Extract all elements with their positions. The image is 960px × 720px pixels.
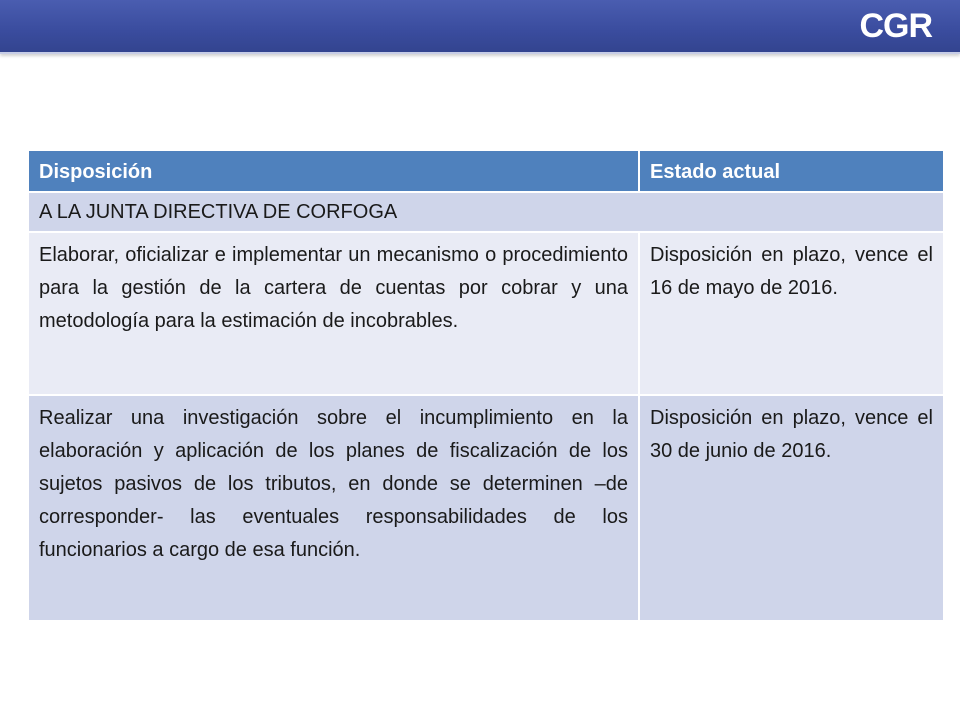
header-bar [0, 0, 960, 54]
table-row [28, 395, 944, 621]
column-header-disposicion: Disposición [28, 150, 639, 192]
section-row [28, 192, 944, 232]
column-header-estado-actual: Estado actual [639, 150, 944, 192]
estado-cell: Disposición en plazo, vence el 16 de mayo de 2016. [639, 232, 944, 395]
estado-cell: Disposición en plazo, vence el 30 de junio de 2016. [639, 395, 944, 621]
cgr-logo: CGR [859, 7, 932, 45]
disposicion-cell: Elaborar, oficializar e implementar un mecanismo o procedimiento para la gestión de la cartera de cuentas por cobrar y una metodología para la estimación de incobrables. [28, 232, 639, 395]
table-row [28, 232, 944, 395]
disposiciones-table [27, 149, 945, 622]
section-label: A LA JUNTA DIRECTIVA DE CORFOGA [28, 192, 944, 232]
disposicion-cell: Realizar una investigación sobre el incumplimiento en la elaboración y aplicación de los planes de fiscalización de los sujetos pasivos de los tributos, en donde se determinen –de corresponder- las eventuales responsabilidades de los funcionarios a cargo de esa función. [28, 395, 639, 621]
table-header-row [28, 150, 944, 192]
